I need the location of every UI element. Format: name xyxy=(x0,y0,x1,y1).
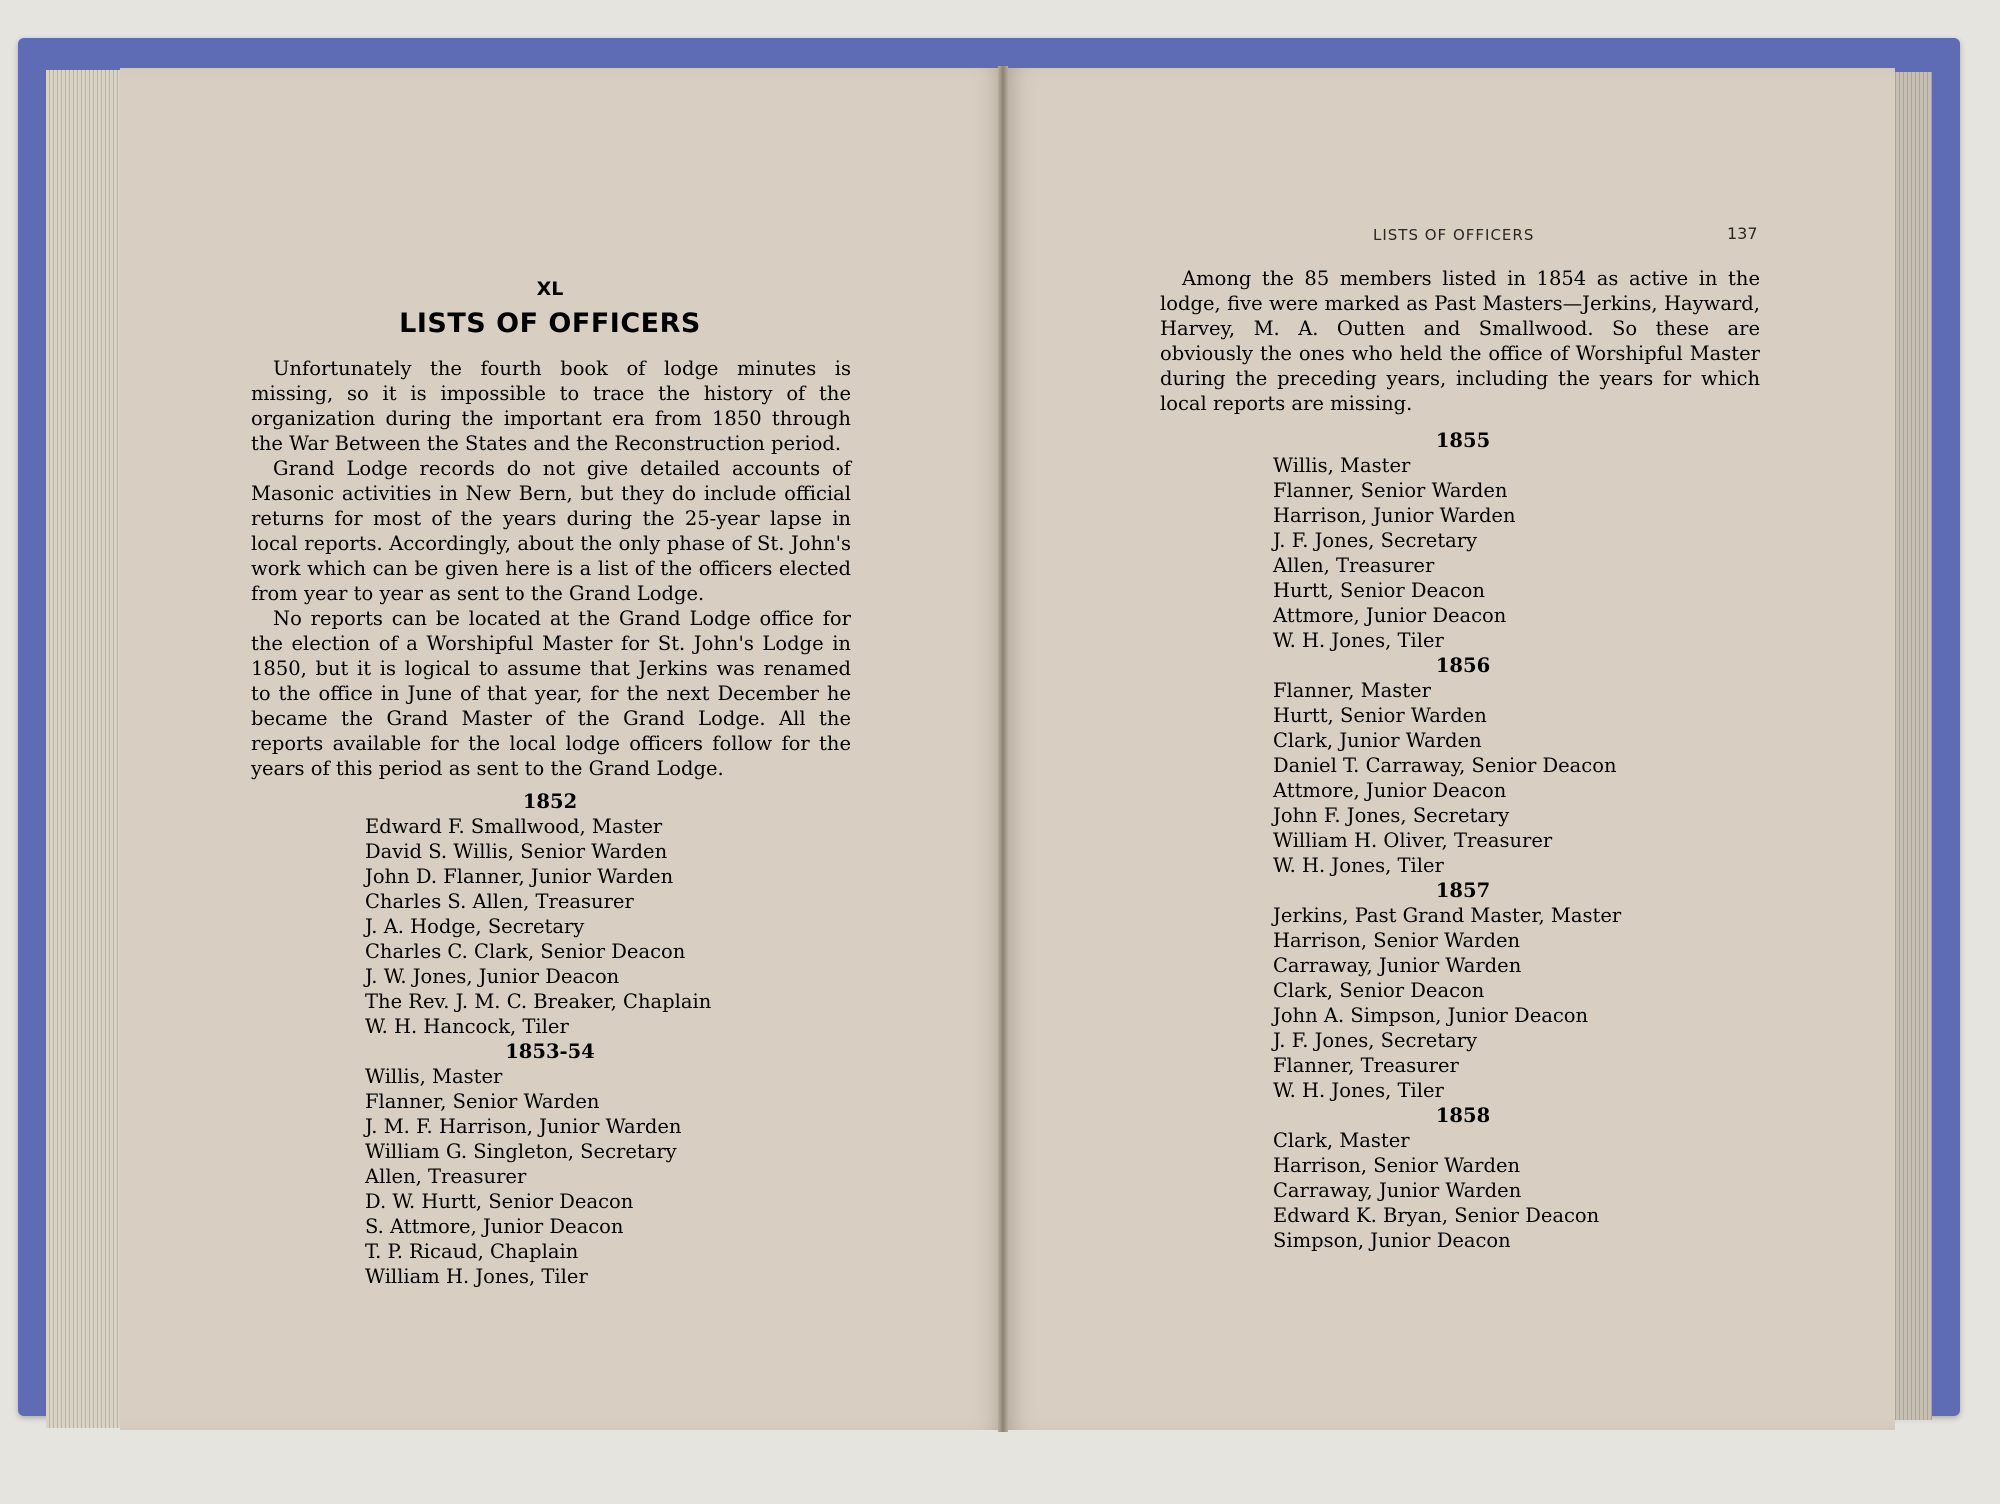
officer-entry: Jerkins, Past Grand Master, Master xyxy=(1273,904,1622,927)
officer-entry: Harrison, Senior Warden xyxy=(1273,929,1521,952)
officer-entry: Carraway, Junior Warden xyxy=(1273,1179,1522,1202)
officer-entry: Flanner, Master xyxy=(1273,679,1431,702)
chapter-title: LISTS OF OFFICERS xyxy=(399,308,701,339)
left-officer-lists xyxy=(365,789,735,1289)
year-heading: 1858 xyxy=(1435,1104,1491,1127)
officer-entry: Harrison, Junior Warden xyxy=(1273,504,1516,527)
officer-entry: Allen, Treasurer xyxy=(1273,554,1435,577)
paragraph: No reports can be located at the Grand Lodge office for the election of a Worshipful Master for St. John's Lodge in 1850, but it is logical to assume that Jerkins was renamed to the office in June of that year, for the next December he became the Grand Master of the Grand Lodge. All the reports available for the local lodge officers follow for the years of this period as sent to the Grand Lodge. xyxy=(251,607,851,780)
officer-entry: J. W. Jones, Junior Deacon xyxy=(365,965,620,988)
officer-entry: W. H. Hancock, Tiler xyxy=(365,1015,569,1038)
officer-entry: Simpson, Junior Deacon xyxy=(1273,1229,1511,1252)
officer-entry: Edward K. Bryan, Senior Deacon xyxy=(1273,1204,1600,1227)
officer-entry: Willis, Master xyxy=(1273,454,1411,477)
officer-entry: The Rev. J. M. C. Breaker, Chaplain xyxy=(365,990,712,1013)
officer-entry: Edward F. Smallwood, Master xyxy=(365,815,663,838)
officer-entry: John D. Flanner, Junior Warden xyxy=(365,865,674,888)
paragraph: Grand Lodge records do not give detailed accounts of Masonic activities in New Bern, but they do include official returns for most of the years during the 25-year lapse in local reports. Accordingly, about the only phase of St. John's work which can be given here is a list of the officers elected from year to year as sent to the Grand Lodge. xyxy=(251,457,851,605)
officer-entry: T. P. Ricaud, Chaplain xyxy=(365,1240,579,1263)
officer-entry: Hurtt, Senior Warden xyxy=(1273,704,1487,727)
officer-entry: Clark, Junior Warden xyxy=(1273,729,1482,752)
officer-entry: Charles S. Allen, Treasurer xyxy=(365,890,634,913)
officer-entry: Flanner, Senior Warden xyxy=(365,1090,600,1113)
officer-entry: Daniel T. Carraway, Senior Deacon xyxy=(1273,754,1617,777)
officer-entry: S. Attmore, Junior Deacon xyxy=(365,1215,624,1238)
officer-entry: Flanner, Treasurer xyxy=(1273,1054,1459,1077)
officer-entry: J. F. Jones, Secretary xyxy=(1273,1029,1478,1052)
year-heading: 1855 xyxy=(1435,429,1491,452)
officer-entry: J. M. F. Harrison, Junior Warden xyxy=(365,1115,682,1138)
officer-entry: Flanner, Senior Warden xyxy=(1273,479,1508,502)
officer-entry: Clark, Senior Deacon xyxy=(1273,979,1485,1002)
left-page-edges xyxy=(46,70,126,1428)
officer-entry: Charles C. Clark, Senior Deacon xyxy=(365,940,686,963)
officer-entry: W. H. Jones, Tiler xyxy=(1273,1079,1444,1102)
officer-entry: Attmore, Junior Deacon xyxy=(1273,779,1507,802)
officer-entry: Hurtt, Senior Deacon xyxy=(1273,579,1485,602)
officer-entry: Harrison, Senior Warden xyxy=(1273,1154,1521,1177)
officer-entry: Willis, Master xyxy=(365,1065,503,1088)
chapter-number: XL xyxy=(536,278,564,300)
officer-entry: D. W. Hurtt, Senior Deacon xyxy=(365,1190,634,1213)
officer-entry: William H. Jones, Tiler xyxy=(365,1265,588,1288)
officer-entry: Carraway, Junior Warden xyxy=(1273,954,1522,977)
officer-entry: Clark, Master xyxy=(1273,1129,1410,1152)
year-heading: 1852 xyxy=(522,790,578,813)
book-gutter xyxy=(998,66,1008,1432)
officer-entry: J. F. Jones, Secretary xyxy=(1273,529,1478,552)
year-heading: 1853-54 xyxy=(505,1040,595,1063)
officer-entry: John A. Simpson, Junior Deacon xyxy=(1273,1004,1589,1027)
officer-entry: W. H. Jones, Tiler xyxy=(1273,854,1444,877)
officer-entry: W. H. Jones, Tiler xyxy=(1273,629,1444,652)
year-heading: 1856 xyxy=(1435,654,1491,677)
right-officer-lists xyxy=(1273,428,1653,1253)
officer-entry: David S. Willis, Senior Warden xyxy=(365,840,668,863)
left-intro-text xyxy=(251,356,851,781)
running-head: LISTS OF OFFICERS xyxy=(1373,226,1535,244)
officer-entry: J. A. Hodge, Secretary xyxy=(365,915,585,938)
officer-entry: John F. Jones, Secretary xyxy=(1273,804,1510,827)
year-heading: 1857 xyxy=(1435,879,1491,902)
officer-entry: William H. Oliver, Treasurer xyxy=(1273,829,1553,852)
right-page-edges xyxy=(1892,72,1932,1420)
right-intro-text xyxy=(1160,266,1760,416)
page-number: 137 xyxy=(1727,224,1758,243)
paragraph: Among the 85 members listed in 1854 as active in the lodge, five were marked as Past Masters—Jerkins, Hayward, Harvey, M. A. Outten and Smallwood. So these are obviously the ones who held the office of Worshipful Master during the preceding years, including the years for which local reports are missing. xyxy=(1160,267,1760,415)
officer-entry: Allen, Treasurer xyxy=(365,1165,527,1188)
officer-entry: William G. Singleton, Secretary xyxy=(365,1140,677,1163)
paragraph: Unfortunately the fourth book of lodge minutes is missing, so it is impossible to trace the history of the organization during the important era from 1850 through the War Between the States and the Reconstruction period. xyxy=(251,357,851,455)
officer-entry: Attmore, Junior Deacon xyxy=(1273,604,1507,627)
